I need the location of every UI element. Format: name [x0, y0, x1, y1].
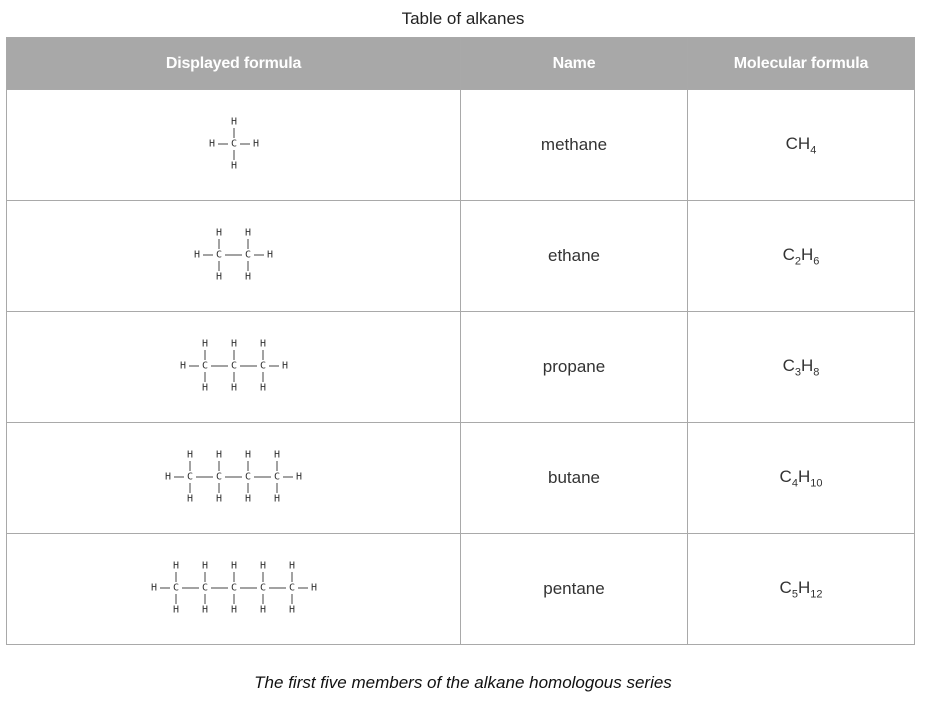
mf-hydrogen: H: [797, 577, 811, 597]
hydrogen-atom: H: [230, 338, 237, 350]
hydrogen-atom: H: [295, 471, 303, 483]
alkane-name: ethane: [461, 201, 688, 312]
hydrogen-atom: H: [150, 582, 157, 594]
carbon-atom: C: [230, 138, 237, 150]
molecular-formula: [688, 534, 915, 645]
mf-hydrogen: H: [801, 244, 814, 264]
table-row: [7, 312, 915, 423]
hydrogen-atom: H: [201, 604, 208, 616]
carbon-atom: C: [201, 360, 208, 372]
carbon-atom: C: [230, 360, 237, 372]
carbon-atom: C: [273, 471, 281, 483]
hydrogen-atom: H: [244, 271, 252, 283]
hydrogen-atom: H: [179, 360, 186, 372]
hydrogen-atom: H: [230, 382, 237, 394]
carbon-atom: C: [259, 360, 266, 372]
molecular-formula: [688, 312, 915, 423]
header-molecular-formula: Molecular formula: [688, 38, 915, 90]
carbon-atom: C: [244, 471, 252, 483]
hydrogen-atom: H: [193, 249, 201, 261]
hydrogen-atom: H: [230, 604, 237, 616]
carbon-atom: C: [244, 249, 252, 261]
hydrogen-atom: H: [259, 560, 266, 572]
hydrogen-atom: H: [215, 227, 223, 239]
mf-hydrogen: H: [797, 466, 811, 486]
hydrogen-atom: H: [288, 604, 295, 616]
hydrogen-atom: H: [259, 338, 266, 350]
hydrogen-atom: H: [244, 493, 252, 505]
hydrogen-atom: H: [172, 604, 179, 616]
displayed-formula-cell: [7, 423, 461, 534]
mf-carbon-count: 2: [794, 255, 801, 268]
carbon-atom: C: [186, 471, 194, 483]
hydrogen-atom: H: [230, 116, 237, 128]
butane-structure: [158, 433, 309, 523]
mf-hydrogen-count: 6: [813, 255, 820, 268]
mf-carbon: C: [782, 244, 795, 264]
hydrogen-atom: H: [215, 271, 223, 283]
header-name: Name: [461, 38, 688, 90]
molecular-formula: [688, 90, 915, 201]
hydrogen-atom: H: [164, 471, 172, 483]
hydrogen-atom: H: [273, 493, 281, 505]
hydrogen-atom: H: [266, 249, 274, 261]
hydrogen-atom: H: [259, 382, 266, 394]
hydrogen-atom: H: [172, 560, 179, 572]
hydrogen-atom: H: [215, 493, 223, 505]
table-row: [7, 534, 915, 645]
displayed-formula-cell: [7, 201, 461, 312]
alkane-name: pentane: [461, 534, 688, 645]
mf-carbon: C: [779, 577, 792, 597]
hydrogen-atom: H: [201, 338, 208, 350]
hydrogen-atom: H: [201, 382, 208, 394]
hydrogen-atom: H: [244, 227, 252, 239]
displayed-formula-cell: [7, 534, 461, 645]
displayed-formula-cell: [7, 312, 461, 423]
table-title: Table of alkanes: [401, 9, 525, 28]
hydrogen-atom: H: [215, 449, 223, 461]
table-caption: The first five members of the alkane homologous series: [254, 673, 672, 692]
table-row: [7, 201, 915, 312]
hydrogen-atom: H: [281, 360, 288, 372]
mf-carbon-count: 5: [791, 588, 798, 601]
displayed-formula-cell: [7, 90, 461, 201]
pentane-structure: [144, 544, 324, 634]
mf-carbon: C: [782, 355, 795, 375]
header-displayed-formula: Displayed formula: [7, 38, 461, 90]
hydrogen-atom: H: [201, 560, 208, 572]
hydrogen-atom: H: [259, 604, 266, 616]
hydrogen-atom: H: [208, 138, 215, 150]
hydrogen-atom: H: [288, 560, 295, 572]
table-header-row: [7, 38, 915, 90]
mf-hydrogen: H: [801, 355, 814, 375]
alkane-name: butane: [461, 423, 688, 534]
mf-carbon: CH: [785, 133, 811, 153]
carbon-atom: C: [201, 582, 208, 594]
molecular-formula: [688, 423, 915, 534]
carbon-atom: C: [259, 582, 266, 594]
carbon-atom: C: [215, 471, 223, 483]
table-row: [7, 423, 915, 534]
hydrogen-atom: H: [273, 449, 281, 461]
hydrogen-atom: H: [244, 449, 252, 461]
ethane-structure: [187, 211, 280, 301]
mf-carbon: C: [779, 466, 792, 486]
mf-carbon-count: 3: [794, 366, 801, 379]
alkane-name: propane: [461, 312, 688, 423]
alkane-name: methane: [461, 90, 688, 201]
hydrogen-atom: H: [186, 449, 194, 461]
carbon-atom: C: [288, 582, 295, 594]
mf-hydrogen-count: 12: [810, 588, 823, 601]
table-row: [7, 90, 915, 201]
mf-hydrogen-count: 4: [810, 144, 817, 157]
hydrogen-atom: H: [230, 160, 237, 172]
methane-structure: [202, 100, 266, 190]
mf-carbon-count: 4: [791, 477, 798, 490]
hydrogen-atom: H: [186, 493, 194, 505]
mf-hydrogen-count: 8: [813, 366, 820, 379]
mf-hydrogen-count: 10: [810, 477, 823, 490]
molecular-formula: [688, 201, 915, 312]
carbon-atom: C: [215, 249, 223, 261]
hydrogen-atom: H: [310, 582, 317, 594]
alkanes-table: [6, 37, 915, 645]
propane-structure: [173, 322, 295, 412]
carbon-atom: C: [230, 582, 237, 594]
hydrogen-atom: H: [230, 560, 237, 572]
hydrogen-atom: H: [252, 138, 259, 150]
carbon-atom: C: [172, 582, 179, 594]
